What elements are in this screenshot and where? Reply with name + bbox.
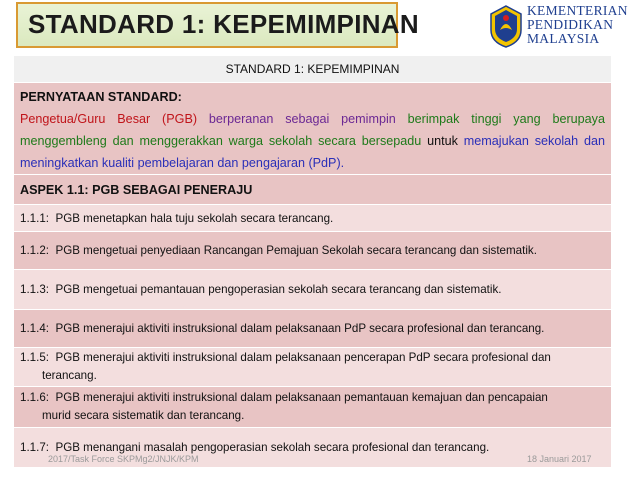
aspek-title: ASPEK 1.1: PGB SEBAGAI PENERAJU <box>14 175 612 205</box>
statement-segment: berperanan sebagai pemimpin <box>208 112 408 126</box>
item-code: 1.1.5: <box>20 351 50 364</box>
table-row <box>14 232 612 270</box>
logo-line-1: KEMENTERIAN <box>527 3 628 18</box>
logo-line-2: PENDIDIKAN <box>527 17 614 32</box>
table-header-row <box>14 56 612 83</box>
item-text: PGB mengetuai penyediaan Rancangan Pemajuan Sekolah secara terancang dan sistematik. <box>55 244 537 257</box>
crest-icon <box>487 4 525 48</box>
item-text-cont: murid secara sistematik dan terancang. <box>42 409 245 422</box>
list-item <box>14 270 612 310</box>
statement-segment: Pengetua/Guru Besar (PGB) <box>20 112 209 126</box>
item-text: PGB menangani masalah pengoperasian sekolah secara profesional dan terancang. <box>55 441 490 454</box>
slide-title-box <box>16 2 419 48</box>
list-item <box>14 310 612 348</box>
standard-table <box>13 55 612 468</box>
item-text: PGB menerajui aktiviti instruksional dalam pelaksanaan PdP secara profesional dan terancang. <box>55 322 545 335</box>
list-item <box>14 232 612 270</box>
statement-segment: berimpak tinggi yang berupaya menggembleng dan menggerakkan warga sekolah secara bersepadu <box>20 112 605 148</box>
statement-cell <box>14 83 612 175</box>
item-text: PGB menerajui aktiviti instruksional dalam pelaksanaan pencerapan PdP secara profesional dan <box>55 351 551 364</box>
item-text: PGB mengetuai pemantauan pengoperasian sekolah secara terancang dan sistematik. <box>55 283 502 296</box>
item-code: 1.1.3: <box>20 283 50 296</box>
footer-date: 18 Januari 2017 <box>527 454 592 464</box>
aspek-row <box>14 175 612 205</box>
table-row <box>14 310 612 348</box>
statement-label: PERNYATAAN STANDARD: <box>20 90 182 104</box>
table-row <box>14 387 612 428</box>
footer-left: 2017/Task Force SKPMg2/JNJK/KPM <box>48 454 199 464</box>
list-item <box>14 348 612 387</box>
table-row <box>14 348 612 387</box>
item-text-cont: terancang. <box>42 369 97 382</box>
item-code: 1.1.1: <box>20 211 50 225</box>
statement-segment: memajukan sekolah dan meningkatkan kualiti pembelajaran dan pengajaran (PdP). <box>20 134 605 170</box>
item-code: 1.1.7: <box>20 441 50 454</box>
logo-line-3: MALAYSIA <box>527 31 600 46</box>
statement-row <box>14 83 612 175</box>
list-item <box>14 205 612 232</box>
statement-text <box>20 108 605 174</box>
table-header: STANDARD 1: KEPEMIMPINAN <box>14 56 612 83</box>
table-row <box>14 270 612 310</box>
statement-segment: untuk <box>427 134 464 148</box>
item-code: 1.1.2: <box>20 244 50 257</box>
list-item <box>14 387 612 428</box>
ministry-logo <box>487 4 637 50</box>
item-code: 1.1.4: <box>20 322 50 335</box>
slide-title: STANDARD 1: KEPEMIMPINAN <box>28 9 419 39</box>
item-code: 1.1.6: <box>20 391 50 404</box>
item-text: PGB menerajui aktiviti instruksional dalam pelaksanaan pemantauan kemajuan dan pencapaian <box>55 391 548 404</box>
table-row <box>14 205 612 232</box>
item-text: PGB menetapkan hala tuju sekolah secara terancang. <box>55 211 334 225</box>
